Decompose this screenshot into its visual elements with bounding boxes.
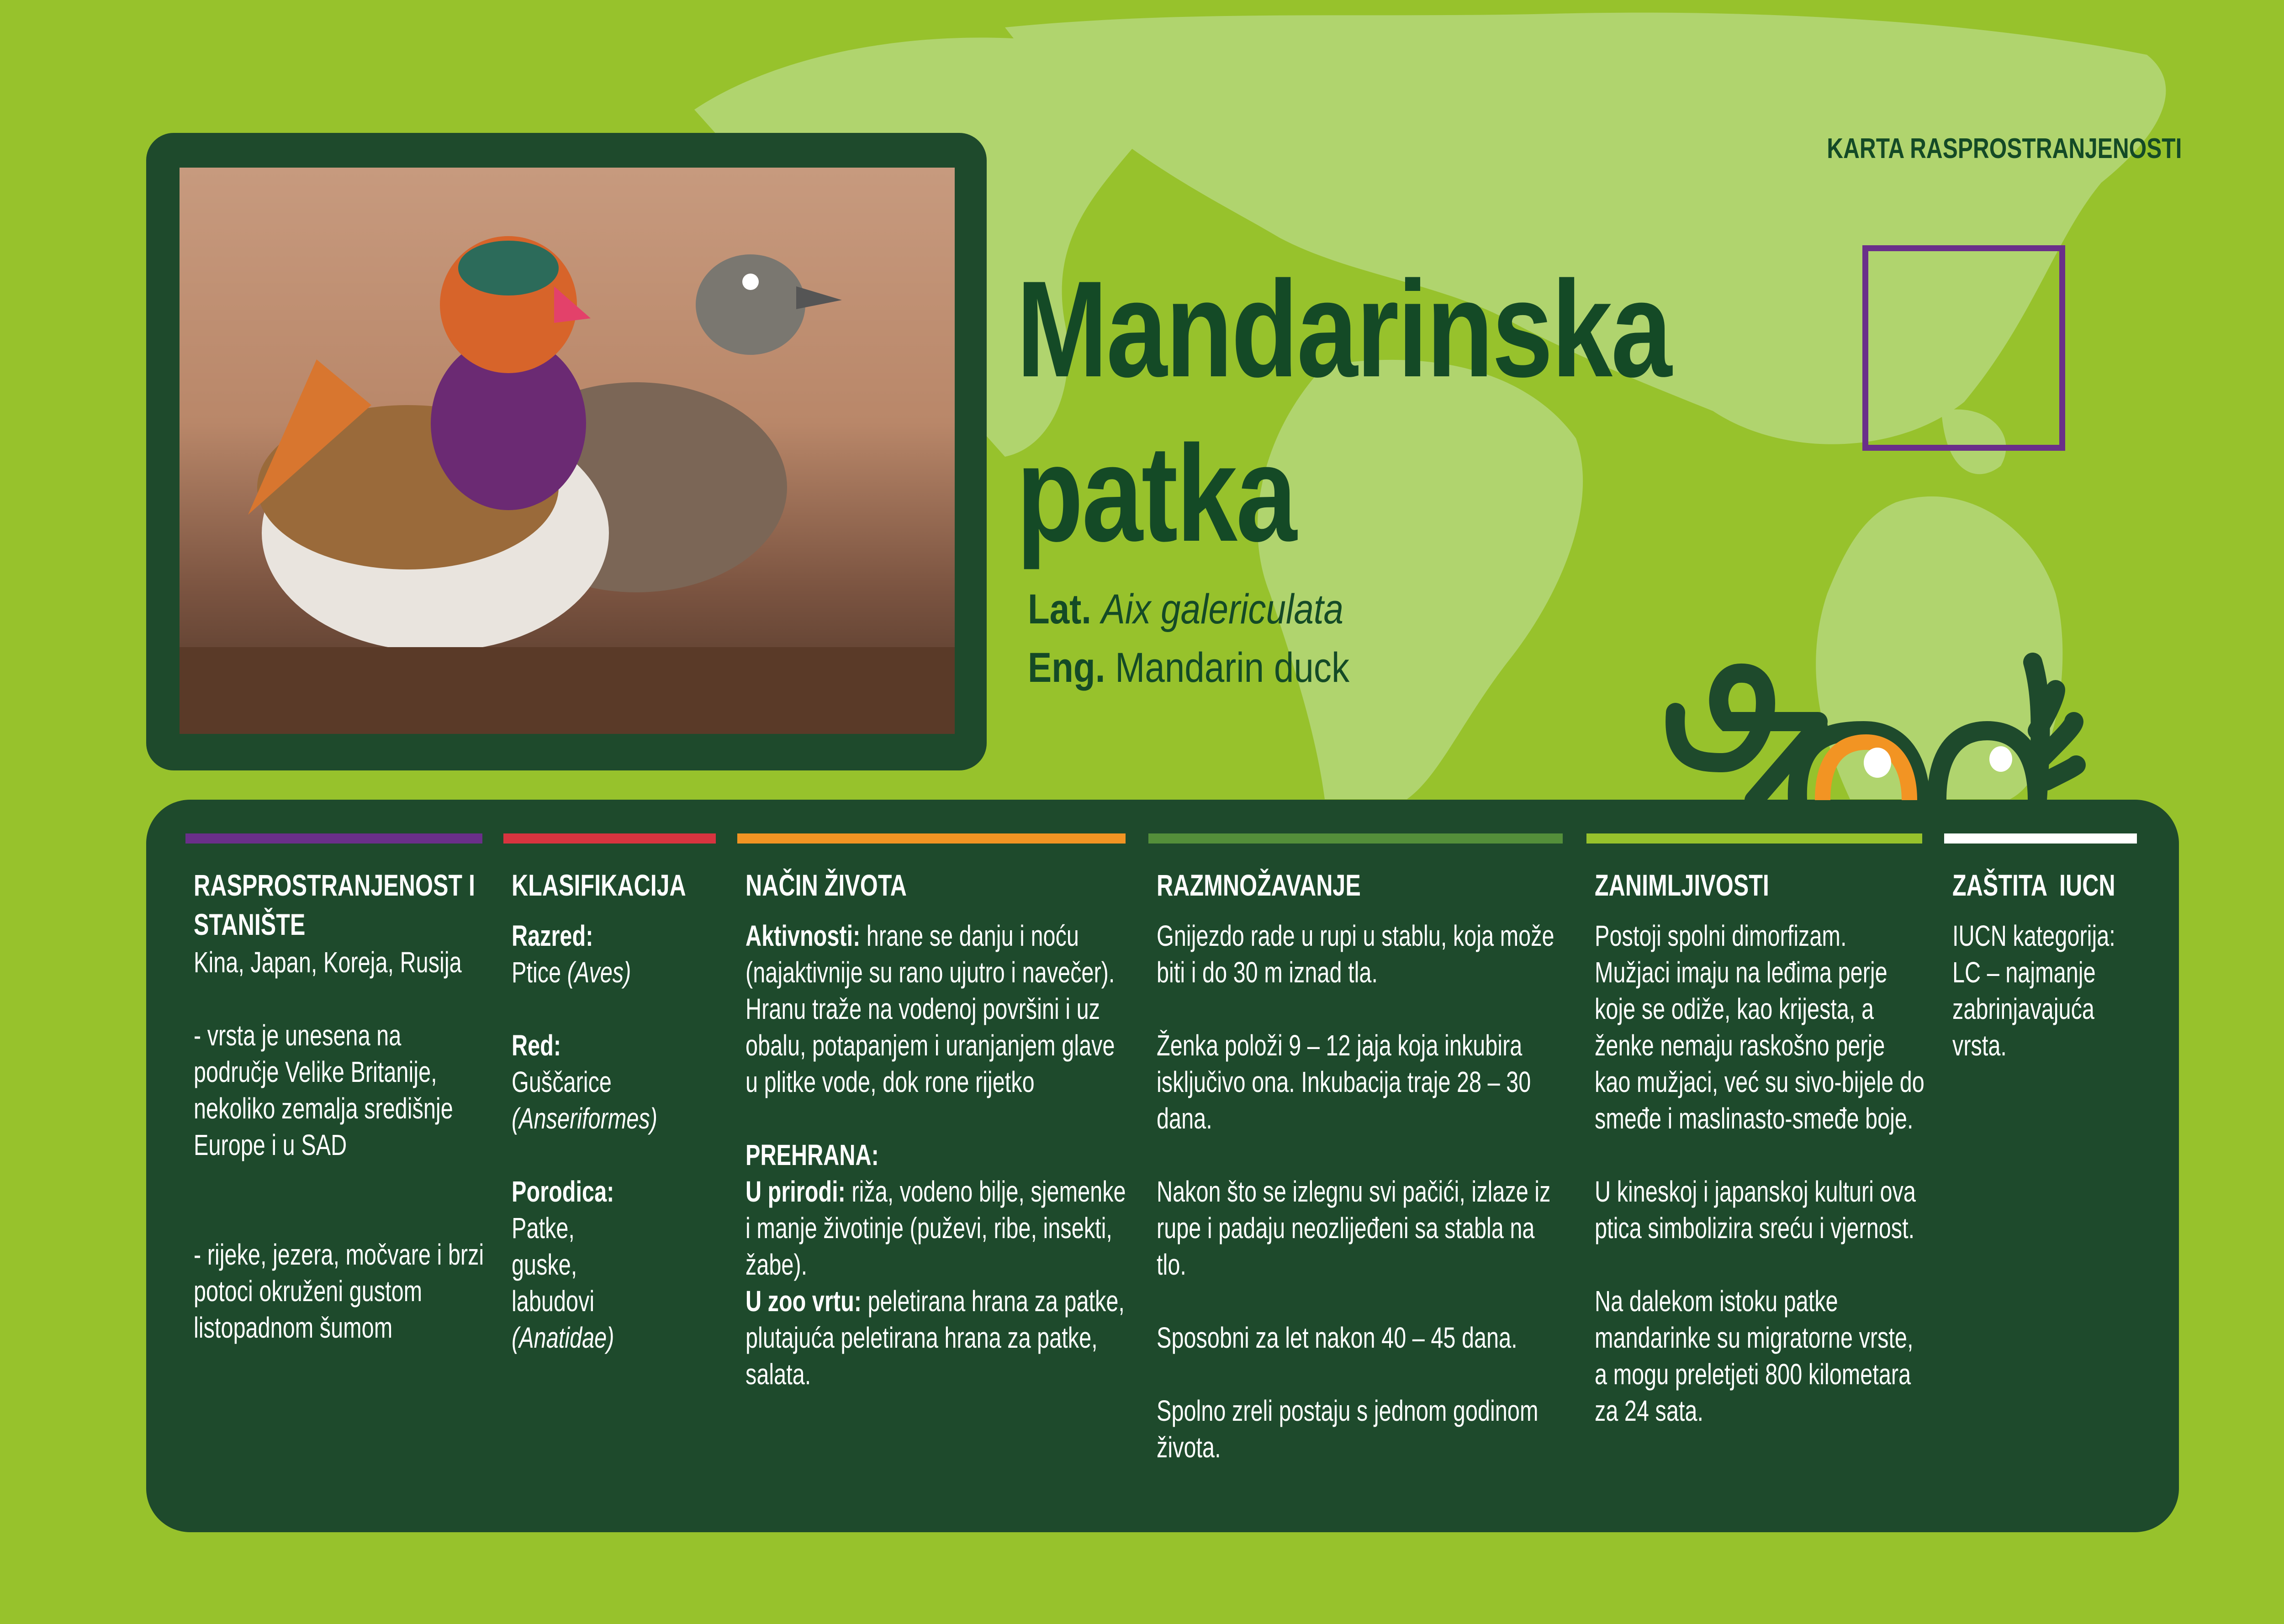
family-latin: (Anatidae) <box>512 1321 614 1354</box>
white-bar <box>1944 833 2137 844</box>
class-value: Ptice <box>512 956 561 989</box>
order-latin: (Anseriformes) <box>512 1102 657 1135</box>
heading-lifestyle: NAČIN ŽIVOTA <box>745 868 907 902</box>
heading-facts: ZANIMLJIVOSTI <box>1595 868 1769 902</box>
class-latin: (Aves) <box>567 956 631 989</box>
page-title <box>1016 247 1671 575</box>
heading-reproduction: RAZMNOŽAVANJE <box>1157 868 1361 902</box>
distribution-map-label: KARTA RASPROSTRANJENOSTI <box>1826 133 2182 164</box>
lime-bar <box>1586 833 1922 844</box>
order-value: Guščarice <box>512 1065 612 1098</box>
left-eye-icon <box>1864 748 1891 778</box>
zoo-logo <box>1663 639 2101 804</box>
wild-diet-label: U prirodi: <box>745 1175 846 1208</box>
purple-bar <box>185 833 482 844</box>
column-classification <box>503 833 716 1354</box>
english-label: Eng. <box>1028 644 1105 691</box>
duck-illustration <box>180 168 955 734</box>
heading-distribution: RASPROSTRANJENOST I STANIŠTE <box>194 868 475 941</box>
reproduction-eggs: Ženka položi 9 – 12 jaja koja inkubira isključivo ona. Inkubacija traje 28 – 30 dana. <box>1157 1029 1531 1135</box>
reproduction-hatching: Nakon što se izlegnu svi pačići, izlaze iz rupe i padaju neozlijeđeni sa stabla na tlo. <box>1157 1175 1551 1281</box>
distribution-introduced: - vrsta je unesena na područje Velike Britanije, nekoliko zemalja središnje Europe i u SAD <box>194 1019 453 1161</box>
latin-label: Lat. <box>1028 586 1092 633</box>
heading-iucn: ZAŠTITA IUCN <box>1952 868 2115 902</box>
facts-migration: Na dalekom istoku patke mandarinke su migratorne vrste, a mogu preletjeti 800 kilometara za 24 sata. <box>1595 1285 1914 1427</box>
column-distribution <box>185 833 484 1344</box>
facts-culture: U kineskoj i japanskoj kulturi ova ptica simbolizira sreću i vjernost. <box>1595 1175 1916 1244</box>
orange-bar <box>737 833 1126 844</box>
distribution-countries: Kina, Japan, Koreja, Rusija <box>194 946 462 979</box>
class-label: Razred: <box>512 919 593 952</box>
column-lifestyle <box>737 833 1126 1391</box>
heading-classification: KLASIFIKACIJA <box>512 868 686 902</box>
reproduction-flight: Sposobni za let nakon 40 – 45 dana. <box>1157 1321 1517 1354</box>
family-value: Patke, guske, labudovi <box>512 1212 595 1318</box>
distribution-region-box <box>1862 245 2065 451</box>
iucn-status: IUCN kategorija: LC – najmanje zabrinjavajuća vrsta. <box>1952 919 2115 1062</box>
activity-label: Aktivnosti: <box>745 919 861 952</box>
latin-name: Aix galericulata <box>1101 586 1344 633</box>
green-bar <box>1148 833 1563 844</box>
reproduction-maturity: Spolno zreli postaju s jednom godinom života. <box>1157 1394 1539 1464</box>
activity-text: hrane se danju i noću (najaktivnije su rano ujutro i navečer). Hranu traže na vodenoj površini i uz obalu, potapanjem i uranjanjem glave u plitke vode, dok rone rijetko <box>745 919 1115 1098</box>
column-reproduction <box>1148 833 1563 1464</box>
title-line-1: Mandarinska <box>1016 252 1671 406</box>
right-eye-icon <box>1989 746 2012 772</box>
mandarin-duck-photo <box>180 168 955 734</box>
reproduction-nest: Gnijezdo rade u rupi u stablu, koja može biti i do 30 m iznad tla. <box>1157 919 1554 989</box>
zoo-diet-text: peletirana hrana za patke, plutajuća peletirana hrana za patke, salata. <box>745 1285 1125 1391</box>
title-line-2: patka <box>1016 417 1295 570</box>
column-facts <box>1586 833 1924 1427</box>
wild-diet-text: riža, vodeno bilje, sjemenke i manje životinje (puževi, ribe, insekti, žabe). <box>745 1175 1126 1281</box>
english-name: Mandarin duck <box>1115 644 1350 691</box>
facts-dimorphism: Postoji spolni dimorfizam. Mužjaci imaju na leđima perje koje se odiže, kao krijesta, a ženke nemaju raskošno perje kao mužjaci, već su sivo-bijele do smeđe i maslinasto-smeđe boje. <box>1595 919 1924 1135</box>
species-names <box>1028 580 1349 697</box>
column-iucn <box>1944 833 2137 1062</box>
order-label: Red: <box>512 1029 561 1062</box>
family-label: Porodica: <box>512 1175 614 1208</box>
red-bar <box>503 833 716 844</box>
distribution-habitat: - rijeke, jezera, močvare i brzi potoci okruženi gustom listopadnom šumom <box>194 1238 484 1344</box>
diet-heading: PREHRANA: <box>745 1139 879 1171</box>
zoo-diet-label: U zoo vrtu: <box>745 1285 862 1318</box>
